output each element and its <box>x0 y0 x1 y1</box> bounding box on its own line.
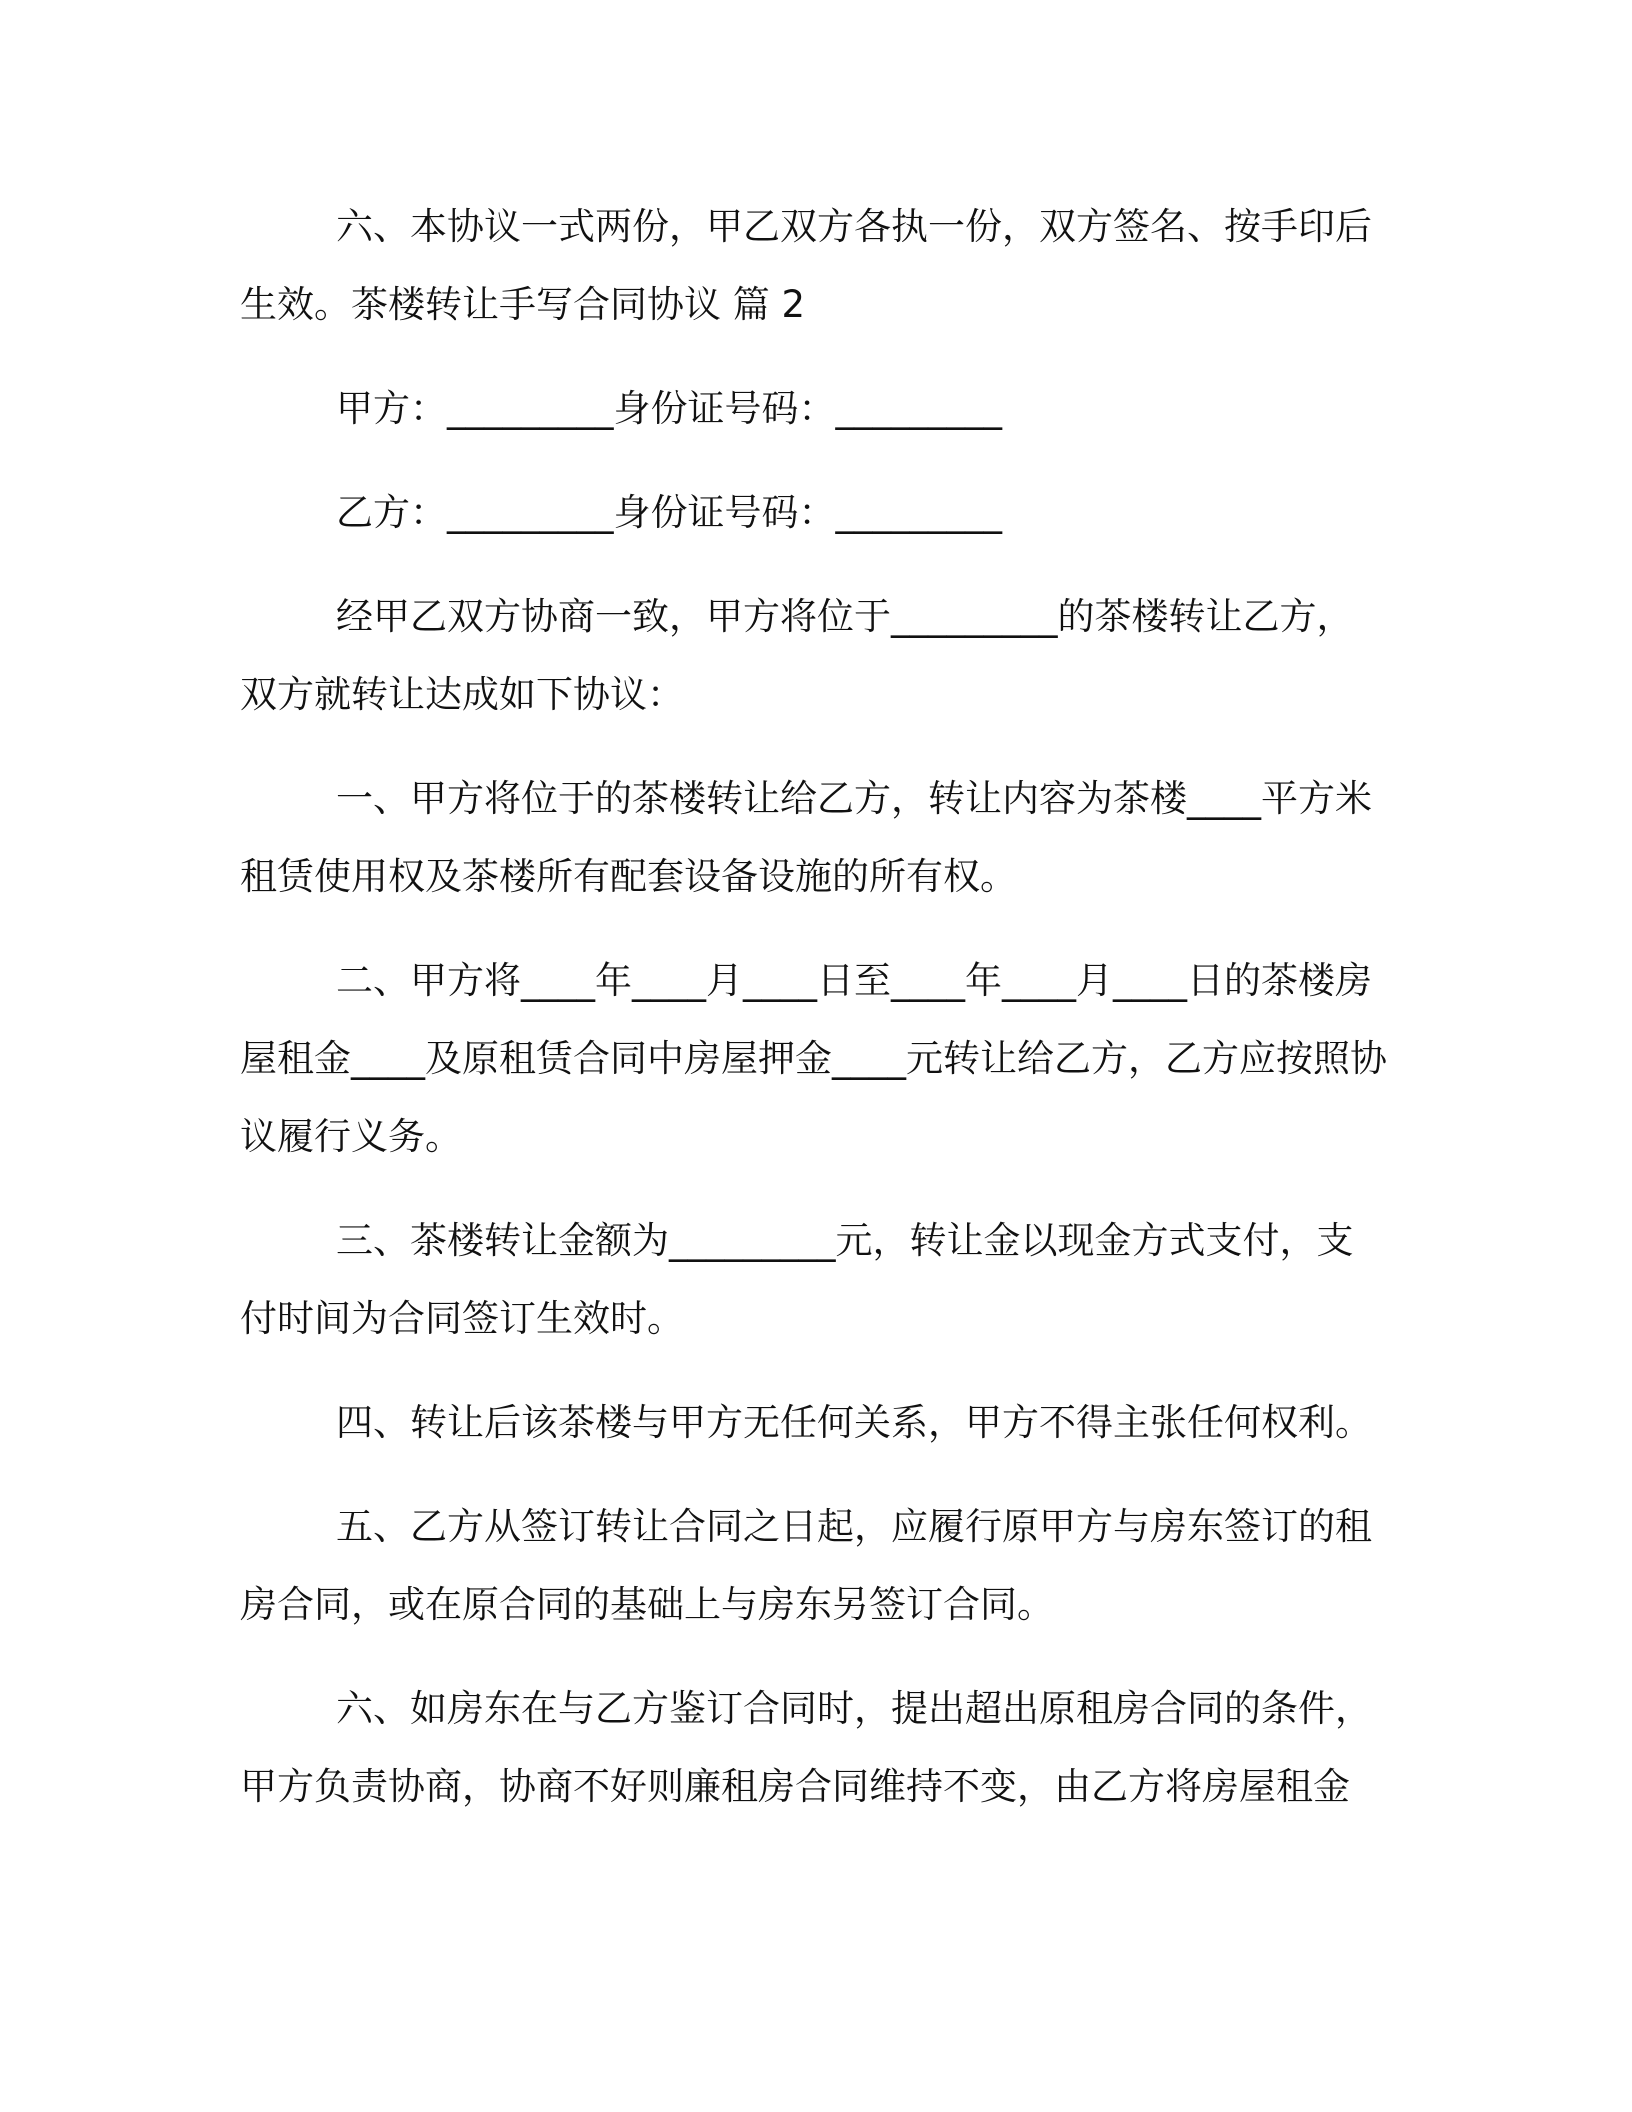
paragraph-clause-1: 一、甲方将位于的茶楼转让给乙方，转让内容为茶楼____平方米租赁使用权及茶楼所有配套设备设施的所有权。 <box>240 777 1372 898</box>
paragraph-preamble: 经甲乙双方协商一致，甲方将位于_________的茶楼转让乙方，双方就转让达成如下协议： <box>240 595 1354 716</box>
paragraph-clause-5: 五、乙方从签订转让合同之日起，应履行原甲方与房东签订的租房合同，或在原合同的基础上与房东另签订合同。 <box>240 1505 1372 1626</box>
document-body <box>240 188 1390 1852</box>
paragraph-clause-2: 二、甲方将____年____月____日至____年____月____日的茶楼房屋租金____及原租赁合同中房屋押金____元转让给乙方，乙方应按照协议履行义务。 <box>240 959 1387 1158</box>
paragraph-party-b: 乙方：_________身份证号码：_________ <box>336 491 1002 534</box>
paragraph-clause-4: 四、转让后该茶楼与甲方无任何关系，甲方不得主张任何权利。 <box>336 1401 1372 1444</box>
paragraph-clause-6-effect: 六、本协议一式两份，甲乙双方各执一份，双方签名、按手印后生效。茶楼转让手写合同协议 篇 2 <box>240 205 1372 326</box>
paragraph-party-a: 甲方：_________身份证号码：_________ <box>336 387 1002 430</box>
paragraph-clause-6-landlord: 六、如房东在与乙方鉴订合同时，提出超出原租房合同的条件，甲方负责协商，协商不好则廉租房合同维持不变，由乙方将房屋租金 <box>240 1687 1372 1808</box>
paragraph-clause-3: 三、茶楼转让金额为_________元，转让金以现金方式支付，支付时间为合同签订生效时。 <box>240 1219 1354 1340</box>
